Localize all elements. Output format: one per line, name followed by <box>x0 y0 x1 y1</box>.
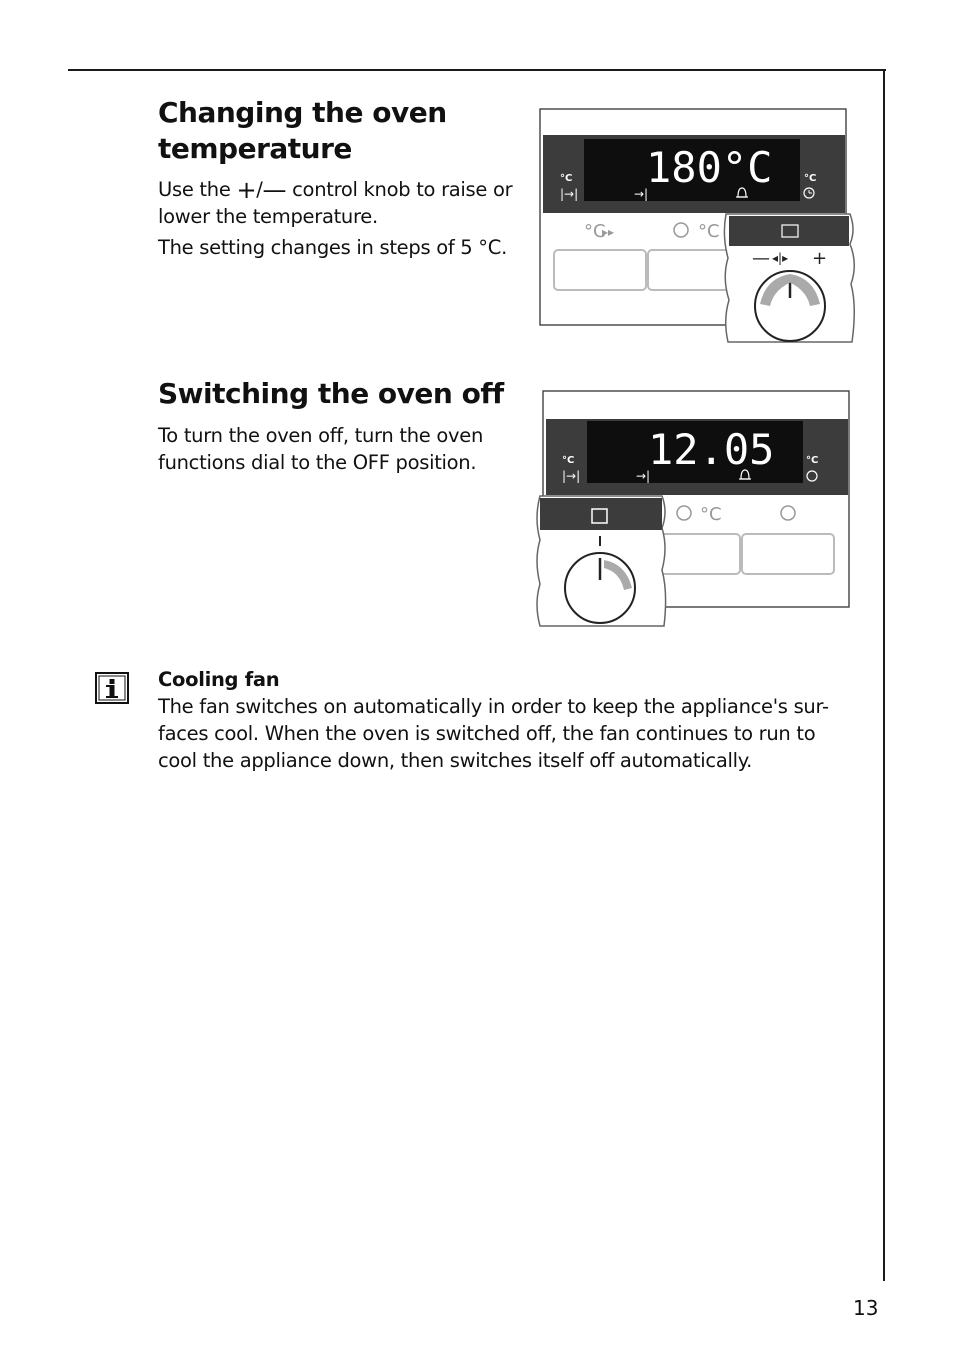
knob-minus-label: — <box>752 248 770 269</box>
top-rule <box>68 69 886 71</box>
duration-icon: |→| <box>560 187 579 201</box>
slash-text: / <box>256 178 263 201</box>
dial-header <box>540 498 662 530</box>
display-readout: 180°C <box>646 143 773 192</box>
instruction-steps: The setting changes in steps of 5 °C. <box>158 236 507 259</box>
temp-symbol-left: °C <box>562 455 575 466</box>
text-use-the: Use the <box>158 178 231 201</box>
cooling-fan-text: The fan switches on automatically in order to keep the appliance's sur- faces cool. When the oven is switched off, the fan continues to run to cool the appliance down, then switches itself off automatically. <box>158 695 829 772</box>
instruction-switch-off: To turn the oven off, turn the oven functions dial to the OFF position. <box>158 424 484 474</box>
info-icon <box>95 672 129 704</box>
heading-changing-temperature: Changing the oven temperature <box>158 96 447 165</box>
temp-symbol-right: °C <box>806 455 819 466</box>
button-right <box>742 534 834 574</box>
display-readout: 12.05 <box>648 425 775 474</box>
instruction-temperature-knob <box>158 176 528 230</box>
end-time-icon: →| <box>634 187 649 201</box>
end-time-icon: →| <box>636 469 651 483</box>
oven-temperature-diagram <box>538 106 858 348</box>
text-control-knob: control knob to raise or lower the temperature. <box>158 178 513 228</box>
timer-temp-label: °C <box>700 504 722 525</box>
cooling-fan-title: Cooling fan <box>158 668 280 691</box>
duration-icon: |→| <box>562 469 581 483</box>
temp-symbol-left: °C <box>560 173 573 184</box>
plus-icon: + <box>236 176 257 204</box>
oven-off-diagram <box>534 388 854 632</box>
button-left <box>554 250 646 290</box>
fast-heat-label: °C <box>584 221 606 242</box>
page-number: 13 <box>853 1296 879 1320</box>
minus-icon: — <box>262 176 287 204</box>
knob-header <box>729 216 849 246</box>
knob-direction-icon: ◂|▸ <box>772 251 789 265</box>
right-rule <box>883 69 885 1281</box>
knob-plus-label: + <box>812 248 828 269</box>
temp-symbol-right: °C <box>804 173 817 184</box>
heading-switching-off: Switching the oven off <box>158 377 504 410</box>
fast-heat-arrow-icon: ▸▸ <box>602 225 615 239</box>
timer-temp-label: °C <box>698 221 720 242</box>
